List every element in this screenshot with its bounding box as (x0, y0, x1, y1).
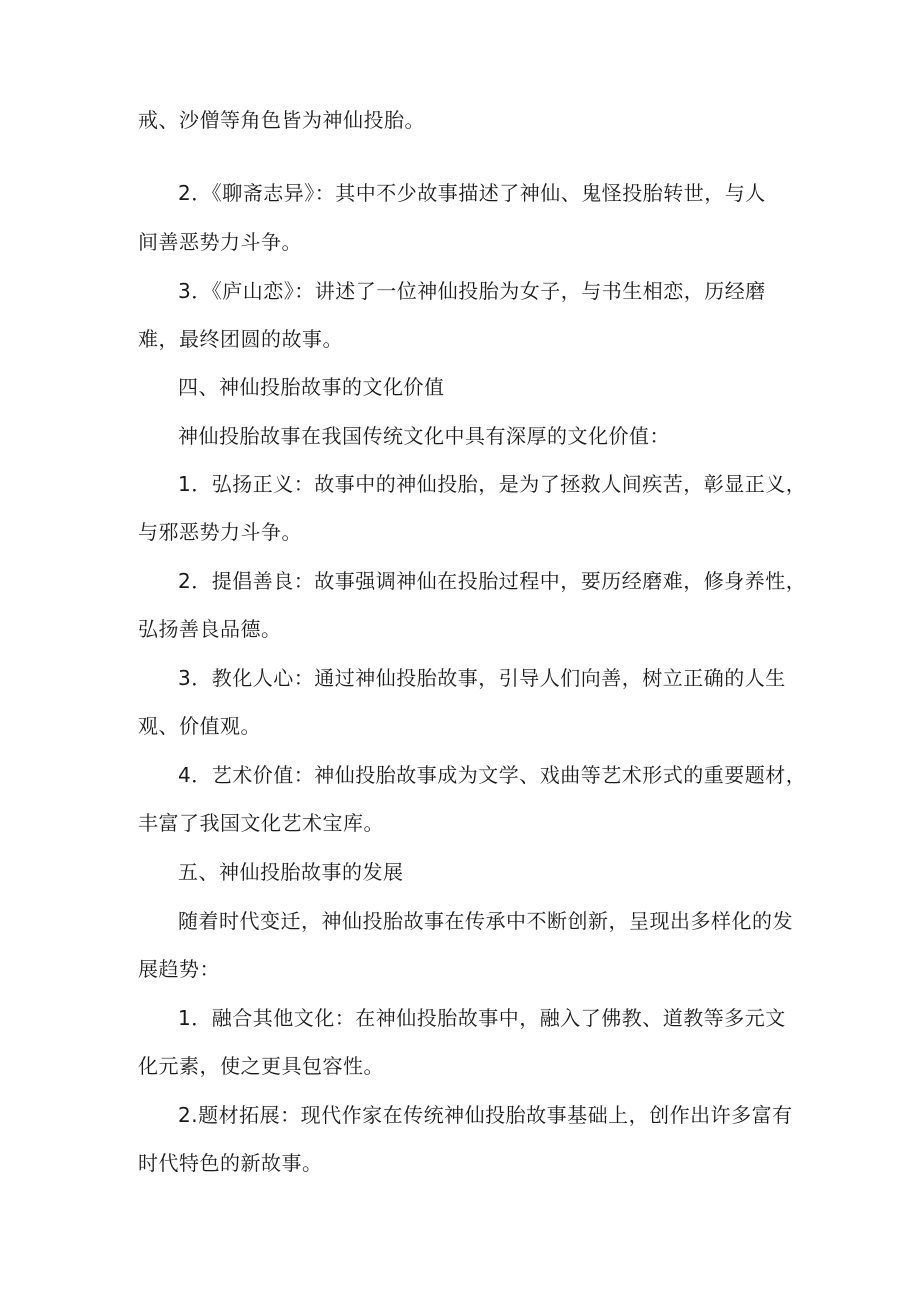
text-line: 1．弘扬正义：故事中的神仙投胎，是为了拯救人间疾苦，彰显正义， (178, 472, 807, 496)
text-line: 间善恶势力斗争。 (138, 230, 302, 254)
section-heading: 四、神仙投胎故事的文化价值 (178, 375, 445, 399)
text-line: 展趋势： (138, 957, 220, 981)
text-line: 4．艺术价值：神仙投胎故事成为文学、戏曲等艺术形式的重要题材， (178, 763, 807, 787)
text-line: 难，最终团圆的故事。 (138, 327, 343, 351)
text-line: 2．提倡善良：故事强调神仙在投胎过程中，要历经磨难，修身养性， (178, 569, 807, 593)
text-line: 随着时代变迁，神仙投胎故事在传承中不断创新，呈现出多样化的发 (178, 909, 793, 933)
text-line: 神仙投胎故事在我国传统文化中具有深厚的文化价值： (178, 424, 670, 448)
text-line: 3．教化人心：通过神仙投胎故事，引导人们向善，树立正确的人生 (178, 666, 786, 690)
text-line: 3．《庐山恋》：讲述了一位神仙投胎为女子，与书生相恋，历经磨 (178, 279, 766, 303)
text-line: 丰富了我国文化艺术宝库。 (138, 811, 384, 835)
text-line: 时代特色的新故事。 (138, 1151, 323, 1175)
section-heading: 五、神仙投胎故事的发展 (178, 860, 404, 884)
text-line: 戒、沙僧等角色皆为神仙投胎。 (138, 108, 425, 132)
text-line: 1．融合其他文化：在神仙投胎故事中，融入了佛教、道教等多元文 (178, 1006, 786, 1030)
text-line: 观、价值观。 (138, 714, 261, 738)
text-line: 2.题材拓展：现代作家在传统神仙投胎故事基础上，创作出许多富有 (178, 1103, 793, 1127)
text-line: 化元素，使之更具包容性。 (138, 1054, 384, 1078)
text-line: 弘扬善良品德。 (138, 617, 282, 641)
text-line: 2．《聊斋志异》：其中不少故事描述了神仙、鬼怪投胎转世，与人 (178, 181, 766, 205)
text-line: 与邪恶势力斗争。 (138, 520, 302, 544)
